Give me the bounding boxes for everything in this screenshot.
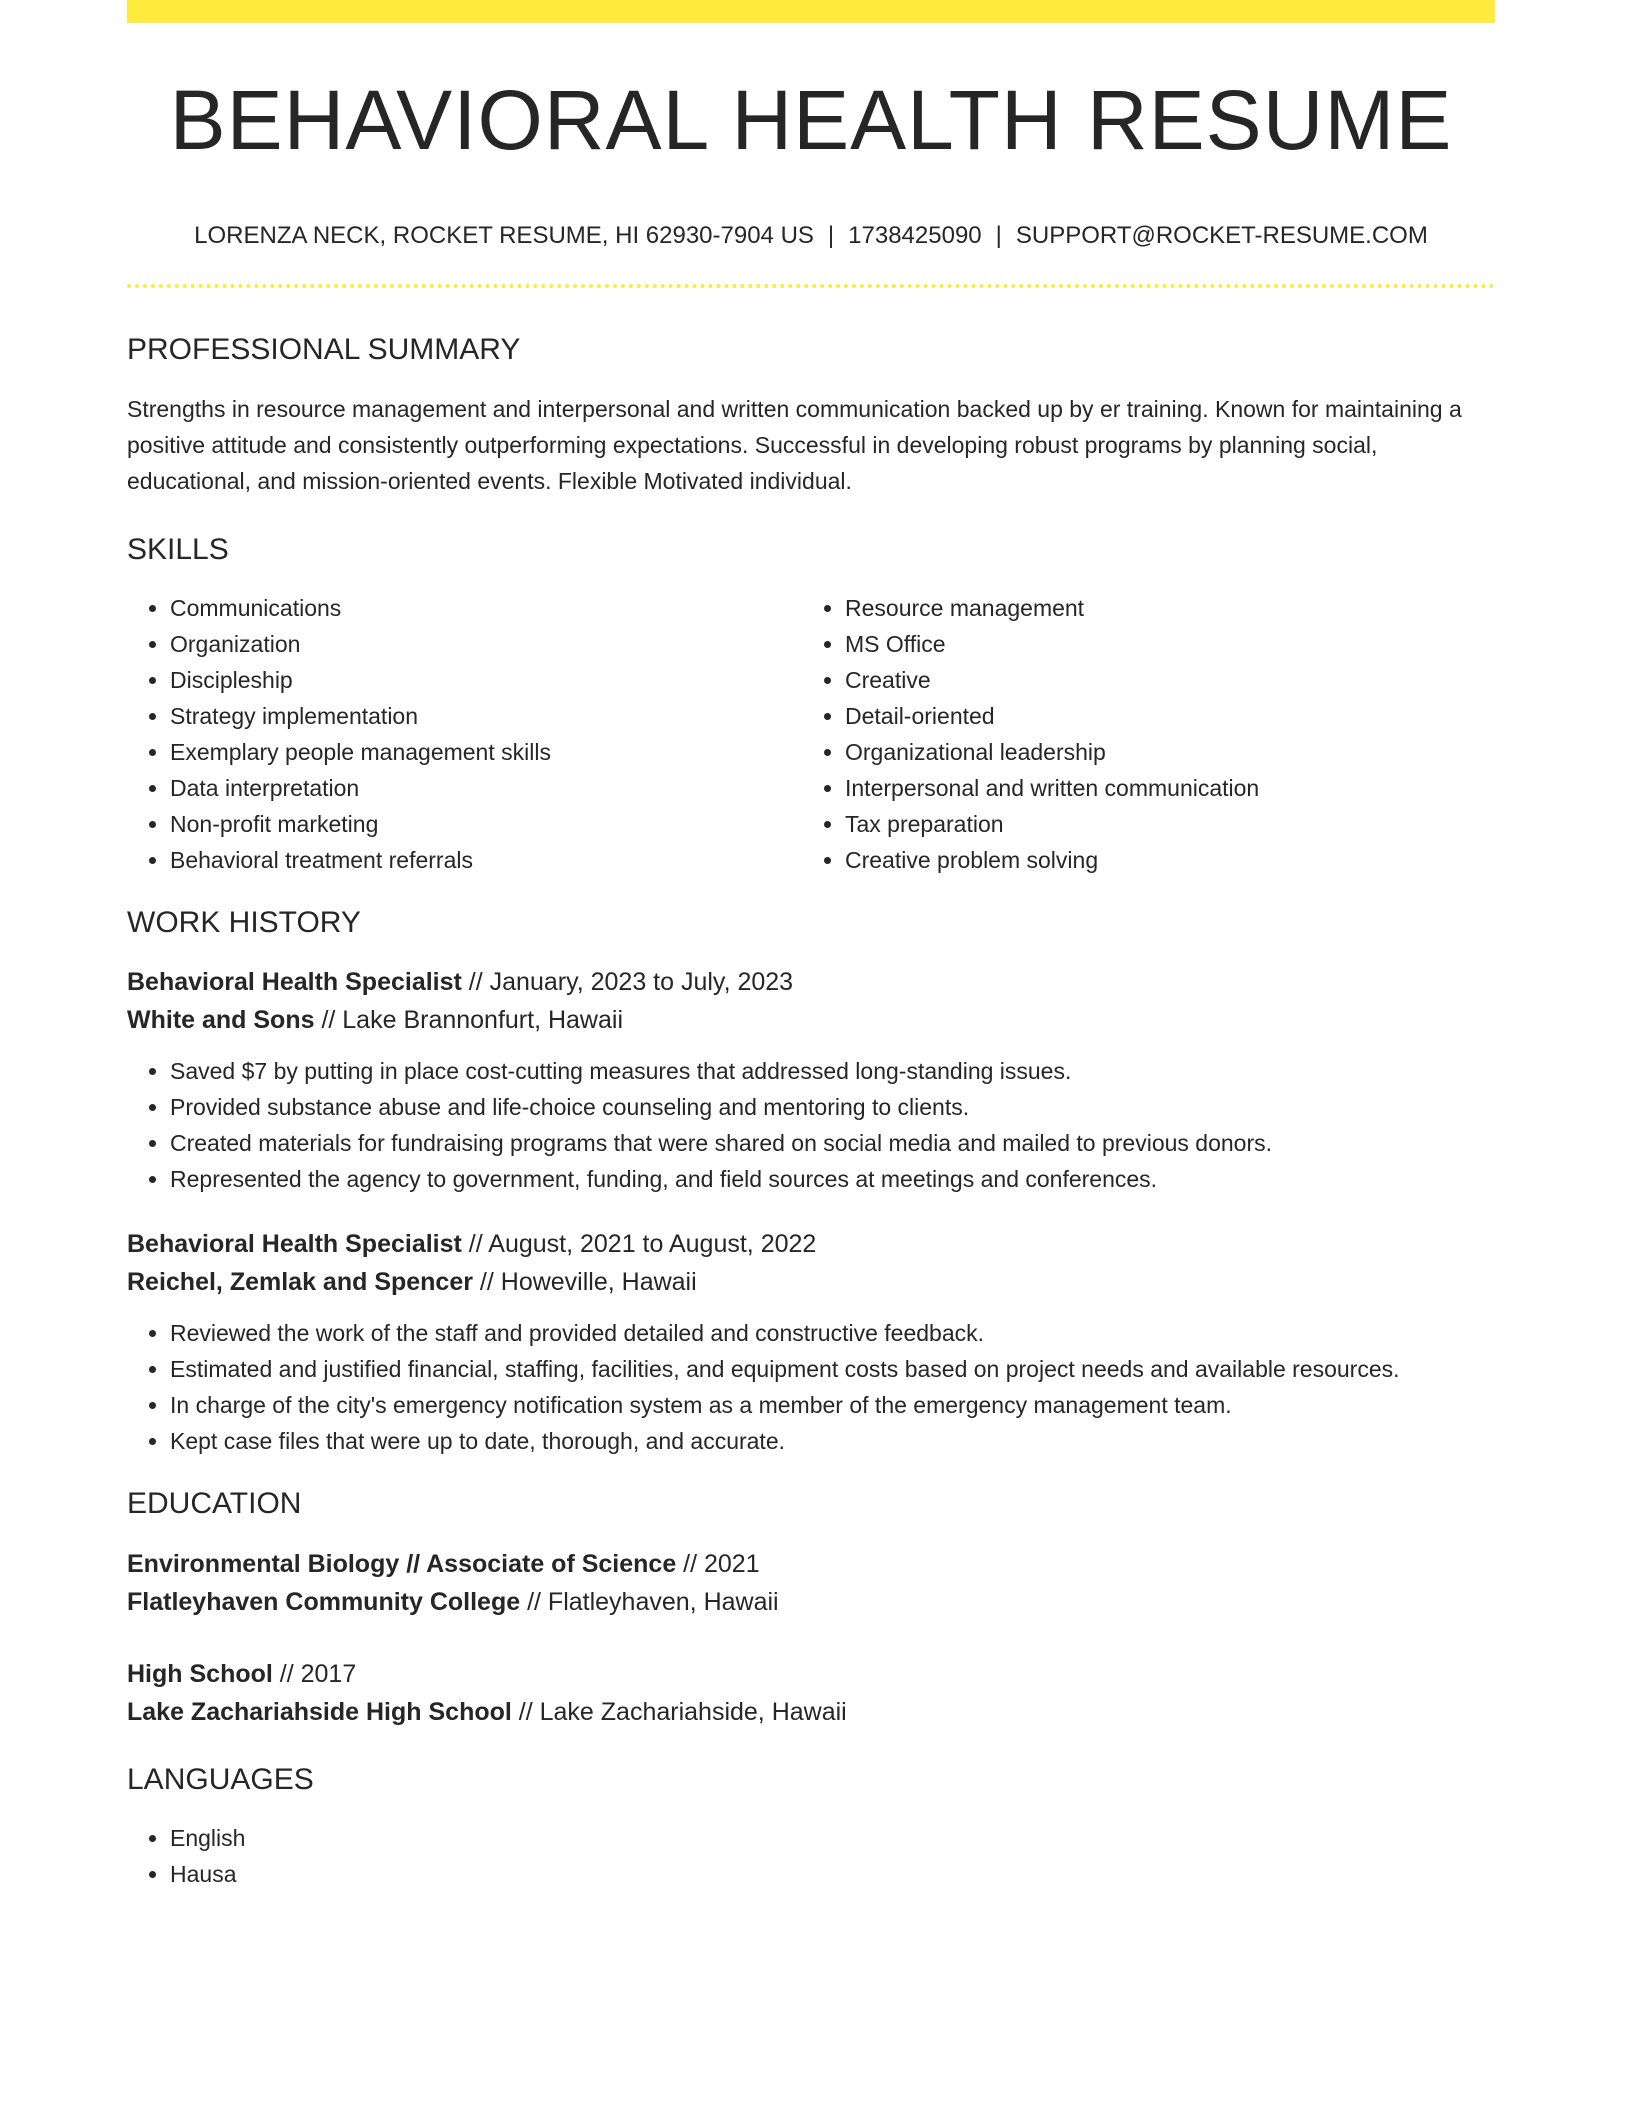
skills-heading: SKILLS (127, 533, 229, 566)
skill-item: • Resource management (845, 590, 1477, 626)
graduation-year: // 2017 (272, 1660, 357, 1688)
contact-address: LORENZA NECK, ROCKET RESUME, HI 62930-7904 US (194, 222, 814, 249)
job-bullet: • Kept case files that were up to date, thorough, and accurate. (170, 1423, 1495, 1459)
degree: High School (127, 1660, 273, 1688)
job-bullet: • Saved $7 by putting in place cost-cutting measures that addressed long-standing issues. (170, 1053, 1495, 1089)
skill-item: • Strategy implementation (170, 698, 802, 734)
job-bullet: • Represented the agency to government, funding, and field sources at meetings and conferences. (170, 1161, 1495, 1197)
job-company-line (127, 1001, 1495, 1039)
degree: Environmental Biology // Associate of Science (127, 1550, 677, 1578)
contact-phone: 1738425090 (848, 222, 982, 249)
degree-line (127, 1655, 1495, 1693)
skill-item: • Tax preparation (845, 806, 1477, 842)
skill-item: • Organization (170, 626, 802, 662)
job-location: // Howeville, Hawaii (472, 1268, 697, 1296)
skill-item: • Data interpretation (170, 770, 802, 806)
language-item: • English (170, 1820, 1495, 1856)
language-item: • Hausa (170, 1856, 1495, 1892)
job-bullet: • Provided substance abuse and life-choice counseling and mentoring to clients. (170, 1089, 1495, 1125)
education-entry (127, 1545, 1495, 1621)
job-bullet: • Reviewed the work of the staff and provided detailed and constructive feedback. (170, 1315, 1495, 1351)
job-company: White and Sons (127, 1006, 315, 1034)
header-divider (127, 284, 1495, 288)
job-dates: // August, 2021 to August, 2022 (461, 1230, 817, 1258)
skill-item: • Creative problem solving (845, 842, 1477, 878)
job-title-line (127, 1225, 1495, 1263)
school-location: // Flatleyhaven, Hawaii (520, 1588, 779, 1616)
school-line (127, 1693, 1495, 1731)
skill-item: • Detail-oriented (845, 698, 1477, 734)
degree-line (127, 1545, 1495, 1583)
languages-heading: LANGUAGES (127, 1763, 314, 1796)
school-line (127, 1583, 1495, 1621)
job-company: Reichel, Zemlak and Spencer (127, 1268, 473, 1296)
job-bullet: • Created materials for fundraising programs that were shared on social media and mailed to previous donors. (170, 1125, 1495, 1161)
skill-item: • Organizational leadership (845, 734, 1477, 770)
job-title-line (127, 963, 1495, 1001)
summary-heading: PROFESSIONAL SUMMARY (127, 333, 521, 366)
school-name: Lake Zachariahside High School (127, 1698, 512, 1726)
job-title: Behavioral Health Specialist (127, 968, 462, 996)
contact-email: SUPPORT@ROCKET-RESUME.COM (1015, 222, 1428, 249)
skill-item: • Discipleship (170, 662, 802, 698)
contact-separator: | (827, 222, 835, 249)
work-history-heading: WORK HISTORY (127, 906, 361, 939)
job-company-line (127, 1263, 1495, 1301)
skill-item: • Communications (170, 590, 802, 626)
job-bullets (127, 1315, 1495, 1459)
contact-line (127, 224, 1495, 248)
job-title: Behavioral Health Specialist (127, 1230, 462, 1258)
summary-text: Strengths in resource management and interpersonal and written communication backed up by er training. Known for maintaining a positive attitude and consistently outperforming expectations. Successful in developing robust programs by planning social, educational, and mission-oriented events. Flexible Motivated individual. (127, 396, 1462, 494)
job-location: // Lake Brannonfurt, Hawaii (314, 1006, 623, 1034)
education-heading: EDUCATION (127, 1487, 302, 1520)
job-entry (127, 963, 1495, 1197)
skills-list-right (802, 590, 1477, 878)
skills-grid (127, 590, 1495, 878)
skill-item: • Creative (845, 662, 1477, 698)
school-name: Flatleyhaven Community College (127, 1588, 521, 1616)
languages-list (127, 1820, 1495, 1892)
education-entry (127, 1655, 1495, 1731)
skill-item: • MS Office (845, 626, 1477, 662)
graduation-year: // 2021 (676, 1550, 760, 1578)
job-bullet: • In charge of the city's emergency notification system as a member of the emergency management team. (170, 1387, 1495, 1423)
skills-list-left (127, 590, 802, 878)
job-bullet: • Estimated and justified financial, staffing, facilities, and equipment costs based on project needs and available resources. (170, 1351, 1495, 1387)
job-dates: // January, 2023 to July, 2023 (461, 968, 794, 996)
resume-page (127, 0, 1495, 1892)
skill-item: • Behavioral treatment referrals (170, 842, 802, 878)
skill-item: • Interpersonal and written communication (845, 770, 1477, 806)
job-bullets (127, 1053, 1495, 1197)
resume-title: BEHAVIORAL HEALTH RESUME (169, 73, 1453, 167)
contact-separator: | (995, 222, 1002, 249)
school-location: // Lake Zachariahside, Hawaii (511, 1698, 847, 1726)
skill-item: • Non-profit marketing (170, 806, 802, 842)
top-accent-bar (127, 0, 1495, 23)
job-entry (127, 1225, 1495, 1459)
skill-item: • Exemplary people management skills (170, 734, 802, 770)
